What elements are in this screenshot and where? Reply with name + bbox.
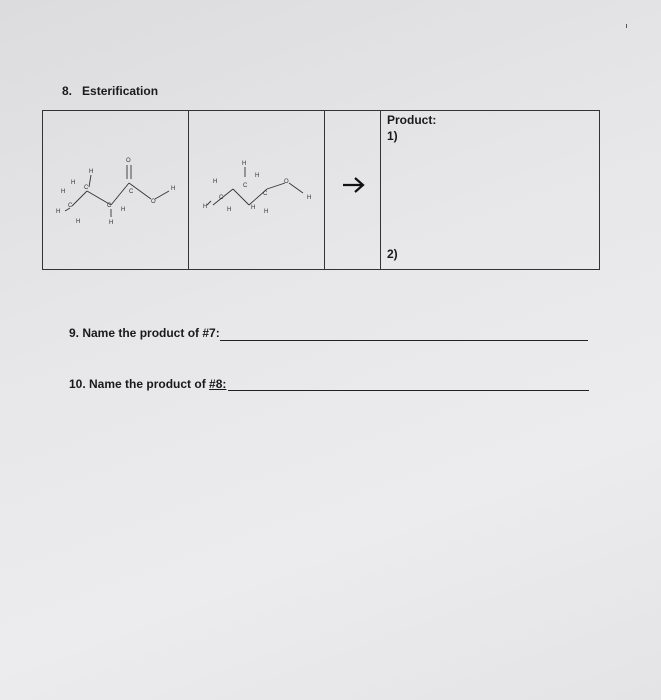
svg-text:C: C bbox=[68, 203, 73, 209]
svg-text:H: H bbox=[56, 209, 61, 215]
question-10 bbox=[69, 377, 226, 391]
reactant-1-cell bbox=[43, 111, 189, 269]
svg-text:H: H bbox=[71, 180, 76, 186]
question-8-number: 8. bbox=[62, 84, 73, 98]
svg-text:H: H bbox=[109, 220, 114, 226]
product-1-label: 1) bbox=[387, 129, 398, 143]
svg-text:C: C bbox=[243, 183, 248, 189]
svg-text:H: H bbox=[242, 161, 247, 167]
answer-9-blank[interactable] bbox=[220, 340, 588, 341]
svg-text:H: H bbox=[251, 205, 256, 211]
svg-text:H: H bbox=[227, 207, 232, 213]
corner-mark bbox=[626, 24, 627, 28]
question-8-title: Esterification bbox=[82, 84, 159, 98]
svg-text:H: H bbox=[264, 209, 269, 215]
svg-text:H: H bbox=[121, 207, 126, 213]
question-8-heading bbox=[62, 84, 158, 98]
product-cell bbox=[381, 111, 599, 269]
reaction-table bbox=[42, 110, 600, 270]
svg-text:O: O bbox=[284, 179, 289, 185]
svg-text:C: C bbox=[219, 195, 224, 201]
svg-text:C: C bbox=[129, 189, 134, 195]
answer-10-blank[interactable] bbox=[228, 390, 589, 391]
svg-text:O: O bbox=[151, 199, 156, 205]
svg-text:O: O bbox=[126, 158, 131, 164]
svg-text:H: H bbox=[76, 219, 81, 225]
product-2-label: 2) bbox=[387, 247, 398, 261]
question-10-ref: #8: bbox=[209, 377, 227, 391]
svg-text:H: H bbox=[307, 195, 312, 201]
svg-text:H: H bbox=[255, 173, 260, 179]
svg-text:C: C bbox=[84, 185, 89, 191]
question-9: 9. Name the product of #7: bbox=[69, 326, 220, 340]
ethyl-reactant-structure bbox=[189, 111, 325, 271]
product-label: Product: bbox=[387, 113, 437, 127]
arrow-cell bbox=[325, 111, 381, 269]
svg-text:H: H bbox=[203, 204, 208, 210]
question-10-text: 10. Name the product of bbox=[69, 377, 210, 391]
svg-text:H: H bbox=[171, 186, 176, 192]
propanoic-acid-structure bbox=[43, 111, 189, 271]
svg-text:H: H bbox=[89, 169, 94, 175]
svg-text:C: C bbox=[263, 191, 268, 197]
svg-text:H: H bbox=[61, 189, 66, 195]
reactant-2-cell bbox=[189, 111, 325, 269]
right-arrow-icon bbox=[341, 175, 367, 195]
svg-text:H: H bbox=[213, 179, 218, 185]
svg-text:C: C bbox=[107, 203, 112, 209]
